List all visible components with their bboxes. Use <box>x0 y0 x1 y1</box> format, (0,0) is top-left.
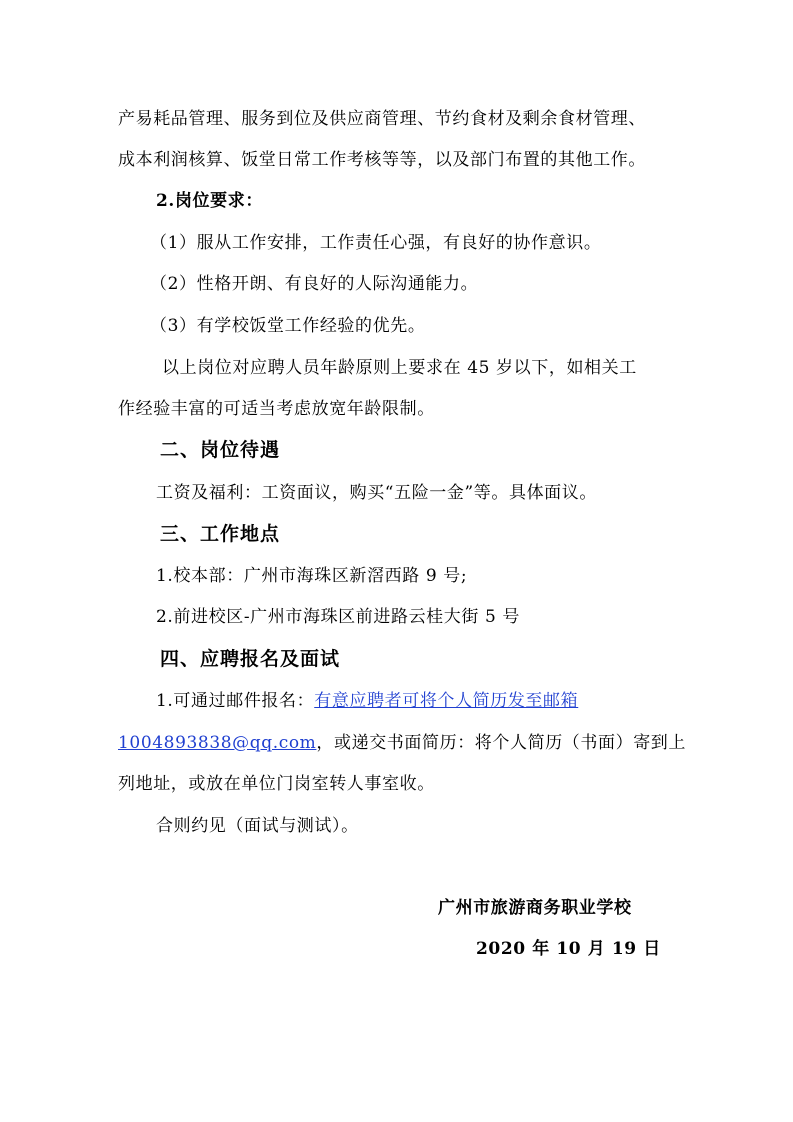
age-text-line-2: 作经验丰富的可适当考虑放宽年龄限制。 <box>118 399 435 419</box>
section-title-location: 三、工作地点 <box>160 523 281 545</box>
application-line-1 <box>156 689 716 713</box>
age-text-line-1: 以上岗位对应聘人员年龄原则上要求在 45 岁以下，如相关工 <box>162 358 637 378</box>
email-instruction-link[interactable]: 有意应聘者可将个人简历发至邮箱 <box>314 691 579 711</box>
application-line-4: 合则约见（面试与测试）。 <box>156 816 359 836</box>
email-address-link[interactable]: 1004893838@qq.com <box>118 733 317 753</box>
requirement-item-2: （2）性格开朗、有良好的人际沟通能力。 <box>150 274 479 294</box>
requirements-title: 2.岗位要求： <box>156 191 263 211</box>
application-line-1-prefix: 1.可通过邮件报名： <box>156 691 315 711</box>
location-address-1: 1.校本部：广州市海珠区新滘西路 9 号; <box>156 566 468 586</box>
requirement-item-3: （3）有学校饭堂工作经验的优先。 <box>150 316 426 336</box>
duty-text-line-1: 产易耗品管理、服务到位及供应商管理、节约食材及剩余食材管理、 <box>118 109 646 129</box>
location-address-2: 2.前进校区-广州市海珠区前进路云桂大街 5 号 <box>156 607 520 627</box>
benefits-text: 工资及福利：工资面议，购买“五险一金”等。具体面议。 <box>156 483 597 503</box>
duty-text-line-2: 成本利润核算、饭堂日常工作考核等等，以及部门布置的其他工作。 <box>118 150 646 170</box>
signature-date: 2020 年 10 月 19 日 <box>476 939 661 959</box>
application-line-3: 列地址，或放在单位门岗室转人事室收。 <box>118 774 435 794</box>
section-title-application: 四、应聘报名及面试 <box>160 648 341 670</box>
application-line-2-rest: ，或递交书面简历：将个人简历（书面）寄到上 <box>316 733 687 753</box>
requirement-item-1: （1）服从工作安排，工作责任心强，有良好的协作意识。 <box>150 233 602 253</box>
signature-organization: 广州市旅游商务职业学校 <box>438 898 632 918</box>
application-line-2 <box>118 731 687 755</box>
section-title-benefits: 二、岗位待遇 <box>160 439 281 461</box>
